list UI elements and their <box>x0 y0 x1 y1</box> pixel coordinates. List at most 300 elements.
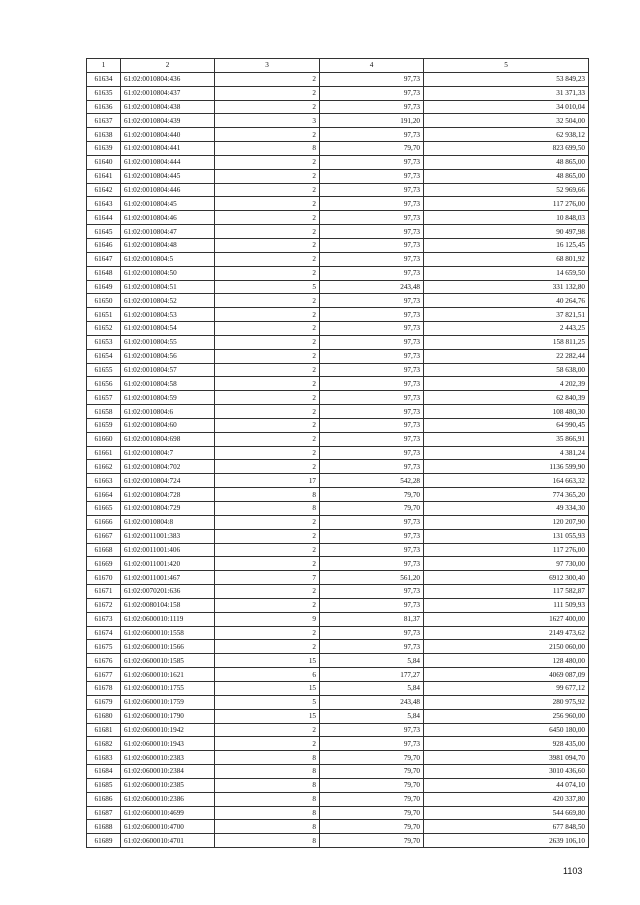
row-number-cell: 61651 <box>87 308 121 322</box>
table-row <box>87 488 589 502</box>
row-number-cell: 61662 <box>87 460 121 474</box>
area-cell: 97,73 <box>320 737 424 751</box>
row-number-cell: 61670 <box>87 571 121 585</box>
count-cell: 2 <box>215 391 320 405</box>
row-number-cell: 61666 <box>87 515 121 529</box>
area-cell: 243,48 <box>320 695 424 709</box>
table-row <box>87 128 589 142</box>
value-cell: 256 960,00 <box>424 709 589 723</box>
count-cell: 8 <box>215 502 320 516</box>
value-cell: 52 969,66 <box>424 183 589 197</box>
area-cell: 97,73 <box>320 128 424 142</box>
area-cell: 97,73 <box>320 515 424 529</box>
row-number-cell: 61642 <box>87 183 121 197</box>
table-row <box>87 612 589 626</box>
value-cell: 117 276,00 <box>424 543 589 557</box>
value-cell: 3981 094,70 <box>424 751 589 765</box>
table-row <box>87 502 589 516</box>
value-cell: 164 663,32 <box>424 474 589 488</box>
cadastral-number-cell: 61:02:0010804:446 <box>121 183 215 197</box>
cadastral-number-cell: 61:02:0011001:406 <box>121 543 215 557</box>
count-cell: 2 <box>215 211 320 225</box>
count-cell: 8 <box>215 142 320 156</box>
cadastral-number-cell: 61:02:0011001:420 <box>121 557 215 571</box>
value-cell: 22 282,44 <box>424 349 589 363</box>
count-cell: 2 <box>215 543 320 557</box>
table-row <box>87 626 589 640</box>
cadastral-number-cell: 61:02:0010804:439 <box>121 114 215 128</box>
area-cell: 97,73 <box>320 598 424 612</box>
value-cell: 48 865,00 <box>424 155 589 169</box>
cadastral-number-cell: 61:02:0080104:158 <box>121 598 215 612</box>
table-row <box>87 335 589 349</box>
area-cell: 79,70 <box>320 820 424 834</box>
value-cell: 158 811,25 <box>424 335 589 349</box>
value-cell: 32 504,00 <box>424 114 589 128</box>
table-row <box>87 820 589 834</box>
table-row <box>87 363 589 377</box>
cadastral-number-cell: 61:02:0600010:1943 <box>121 737 215 751</box>
row-number-cell: 61644 <box>87 211 121 225</box>
cadastral-number-cell: 61:02:0070201:636 <box>121 585 215 599</box>
count-cell: 2 <box>215 294 320 308</box>
table-row <box>87 557 589 571</box>
value-cell: 128 480,00 <box>424 654 589 668</box>
row-number-cell: 61649 <box>87 280 121 294</box>
row-number-cell: 61656 <box>87 377 121 391</box>
count-cell: 6 <box>215 668 320 682</box>
area-cell: 97,73 <box>320 238 424 252</box>
cadastral-number-cell: 61:02:0600010:2385 <box>121 778 215 792</box>
area-cell: 97,73 <box>320 432 424 446</box>
area-cell: 97,73 <box>320 183 424 197</box>
area-cell: 97,73 <box>320 460 424 474</box>
row-number-cell: 61688 <box>87 820 121 834</box>
count-cell: 2 <box>215 363 320 377</box>
area-cell: 97,73 <box>320 349 424 363</box>
area-cell: 97,73 <box>320 626 424 640</box>
table-row <box>87 308 589 322</box>
value-cell: 10 848,03 <box>424 211 589 225</box>
value-cell: 99 677,12 <box>424 681 589 695</box>
count-cell: 2 <box>215 155 320 169</box>
count-cell: 2 <box>215 183 320 197</box>
count-cell: 8 <box>215 765 320 779</box>
row-number-cell: 61687 <box>87 806 121 820</box>
area-cell: 79,70 <box>320 751 424 765</box>
column-header-3: 3 <box>215 59 320 73</box>
table-body <box>87 72 589 847</box>
area-cell: 79,70 <box>320 488 424 502</box>
cadastral-number-cell: 61:02:0010804:6 <box>121 405 215 419</box>
row-number-cell: 61673 <box>87 612 121 626</box>
value-cell: 823 699,50 <box>424 142 589 156</box>
cadastral-number-cell: 61:02:0011001:467 <box>121 571 215 585</box>
count-cell: 2 <box>215 377 320 391</box>
row-number-cell: 61672 <box>87 598 121 612</box>
count-cell: 2 <box>215 86 320 100</box>
value-cell: 97 730,00 <box>424 557 589 571</box>
cadastral-number-cell: 61:02:0010804:438 <box>121 100 215 114</box>
count-cell: 8 <box>215 792 320 806</box>
area-cell: 97,73 <box>320 294 424 308</box>
count-cell: 2 <box>215 72 320 86</box>
row-number-cell: 61646 <box>87 238 121 252</box>
cadastral-number-cell: 61:02:0010804:60 <box>121 418 215 432</box>
value-cell: 331 132,80 <box>424 280 589 294</box>
table-row <box>87 681 589 695</box>
row-number-cell: 61661 <box>87 446 121 460</box>
table-row <box>87 806 589 820</box>
row-number-cell: 61635 <box>87 86 121 100</box>
value-cell: 544 669,80 <box>424 806 589 820</box>
row-number-cell: 61679 <box>87 695 121 709</box>
table-row <box>87 197 589 211</box>
count-cell: 9 <box>215 612 320 626</box>
table-row <box>87 543 589 557</box>
value-cell: 117 582,87 <box>424 585 589 599</box>
table-row <box>87 640 589 654</box>
cadastral-number-cell: 61:02:0010804:54 <box>121 322 215 336</box>
value-cell: 68 801,92 <box>424 252 589 266</box>
cadastral-number-cell: 61:02:0010804:48 <box>121 238 215 252</box>
count-cell: 2 <box>215 128 320 142</box>
area-cell: 97,73 <box>320 266 424 280</box>
row-number-cell: 61671 <box>87 585 121 599</box>
table-row <box>87 571 589 585</box>
table-row <box>87 294 589 308</box>
value-cell: 131 055,93 <box>424 529 589 543</box>
table-row <box>87 225 589 239</box>
row-number-cell: 61659 <box>87 418 121 432</box>
cadastral-number-cell: 61:02:0010804:46 <box>121 211 215 225</box>
area-cell: 5,84 <box>320 654 424 668</box>
count-cell: 8 <box>215 806 320 820</box>
table-row <box>87 529 589 543</box>
area-cell: 97,73 <box>320 308 424 322</box>
count-cell: 15 <box>215 681 320 695</box>
table-row <box>87 751 589 765</box>
area-cell: 79,70 <box>320 792 424 806</box>
value-cell: 40 264,76 <box>424 294 589 308</box>
area-cell: 97,73 <box>320 225 424 239</box>
count-cell: 8 <box>215 751 320 765</box>
count-cell: 8 <box>215 820 320 834</box>
cadastral-number-cell: 61:02:0010804:729 <box>121 502 215 516</box>
area-cell: 79,70 <box>320 806 424 820</box>
row-number-cell: 61660 <box>87 432 121 446</box>
row-number-cell: 61689 <box>87 834 121 848</box>
value-cell: 2149 473,62 <box>424 626 589 640</box>
table-row <box>87 460 589 474</box>
area-cell: 5,84 <box>320 681 424 695</box>
row-number-cell: 61638 <box>87 128 121 142</box>
count-cell: 2 <box>215 225 320 239</box>
table-row <box>87 598 589 612</box>
area-cell: 97,73 <box>320 363 424 377</box>
row-number-cell: 61665 <box>87 502 121 516</box>
value-cell: 1627 400,00 <box>424 612 589 626</box>
cadastral-number-cell: 61:02:0010804:8 <box>121 515 215 529</box>
area-cell: 97,73 <box>320 86 424 100</box>
column-header-1: 1 <box>87 59 121 73</box>
table-row <box>87 737 589 751</box>
count-cell: 15 <box>215 709 320 723</box>
row-number-cell: 61684 <box>87 765 121 779</box>
value-cell: 90 497,98 <box>424 225 589 239</box>
area-cell: 97,73 <box>320 211 424 225</box>
table-row <box>87 668 589 682</box>
cadastral-number-cell: 61:02:0010804:55 <box>121 335 215 349</box>
cadastral-number-cell: 61:02:0600010:2383 <box>121 751 215 765</box>
value-cell: 111 509,93 <box>424 598 589 612</box>
cadastral-number-cell: 61:02:0010804:57 <box>121 363 215 377</box>
count-cell: 2 <box>215 335 320 349</box>
count-cell: 2 <box>215 460 320 474</box>
row-number-cell: 61643 <box>87 197 121 211</box>
cadastral-number-cell: 61:02:0010804:698 <box>121 432 215 446</box>
cadastral-number-cell: 61:02:0010804:445 <box>121 169 215 183</box>
count-cell: 2 <box>215 432 320 446</box>
area-cell: 79,70 <box>320 765 424 779</box>
row-number-cell: 61663 <box>87 474 121 488</box>
cadastral-number-cell: 61:02:0010804:58 <box>121 377 215 391</box>
value-cell: 4069 087,09 <box>424 668 589 682</box>
count-cell: 2 <box>215 405 320 419</box>
cadastral-number-cell: 61:02:0010804:444 <box>121 155 215 169</box>
header-row <box>87 59 589 73</box>
value-cell: 16 125,45 <box>424 238 589 252</box>
count-cell: 8 <box>215 778 320 792</box>
cadastral-number-cell: 61:02:0010804:56 <box>121 349 215 363</box>
row-number-cell: 61682 <box>87 737 121 751</box>
value-cell: 58 638,00 <box>424 363 589 377</box>
area-cell: 97,73 <box>320 197 424 211</box>
value-cell: 108 480,30 <box>424 405 589 419</box>
table-row <box>87 778 589 792</box>
value-cell: 1136 599,90 <box>424 460 589 474</box>
area-cell: 97,73 <box>320 640 424 654</box>
area-cell: 97,73 <box>320 446 424 460</box>
table-row <box>87 474 589 488</box>
count-cell: 7 <box>215 571 320 585</box>
table-row <box>87 446 589 460</box>
area-cell: 561,20 <box>320 571 424 585</box>
cadastral-number-cell: 61:02:0600010:1942 <box>121 723 215 737</box>
value-cell: 34 010,04 <box>424 100 589 114</box>
count-cell: 2 <box>215 557 320 571</box>
area-cell: 97,73 <box>320 252 424 266</box>
row-number-cell: 61636 <box>87 100 121 114</box>
table-row <box>87 86 589 100</box>
count-cell: 2 <box>215 585 320 599</box>
cadastral-number-cell: 61:02:0011001:383 <box>121 529 215 543</box>
area-cell: 97,73 <box>320 169 424 183</box>
value-cell: 774 365,20 <box>424 488 589 502</box>
count-cell: 2 <box>215 252 320 266</box>
table-row <box>87 100 589 114</box>
value-cell: 2 443,25 <box>424 322 589 336</box>
table-row <box>87 391 589 405</box>
row-number-cell: 61676 <box>87 654 121 668</box>
count-cell: 8 <box>215 488 320 502</box>
count-cell: 2 <box>215 529 320 543</box>
value-cell: 14 659,50 <box>424 266 589 280</box>
cadastral-number-cell: 61:02:0010804:437 <box>121 86 215 100</box>
cadastral-number-cell: 61:02:0010804:436 <box>121 72 215 86</box>
row-number-cell: 61657 <box>87 391 121 405</box>
cadastral-number-cell: 61:02:0600010:1755 <box>121 681 215 695</box>
cadastral-number-cell: 61:02:0600010:1790 <box>121 709 215 723</box>
table-row <box>87 432 589 446</box>
count-cell: 2 <box>215 598 320 612</box>
value-cell: 31 371,33 <box>424 86 589 100</box>
area-cell: 79,70 <box>320 142 424 156</box>
cadastral-number-cell: 61:02:0010804:50 <box>121 266 215 280</box>
count-cell: 3 <box>215 114 320 128</box>
cadastral-number-cell: 61:02:0010804:5 <box>121 252 215 266</box>
cadastral-number-cell: 61:02:0010804:724 <box>121 474 215 488</box>
value-cell: 117 276,00 <box>424 197 589 211</box>
count-cell: 2 <box>215 640 320 654</box>
table-row <box>87 280 589 294</box>
count-cell: 5 <box>215 280 320 294</box>
table-row <box>87 377 589 391</box>
value-cell: 35 866,91 <box>424 432 589 446</box>
value-cell: 62 840,39 <box>424 391 589 405</box>
count-cell: 2 <box>215 238 320 252</box>
table-row <box>87 169 589 183</box>
table-row <box>87 266 589 280</box>
value-cell: 49 334,30 <box>424 502 589 516</box>
table-row <box>87 405 589 419</box>
cadastral-number-cell: 61:02:0600010:4700 <box>121 820 215 834</box>
table-row <box>87 322 589 336</box>
table-row <box>87 654 589 668</box>
cadastral-number-cell: 61:02:0010804:702 <box>121 460 215 474</box>
cadastral-number-cell: 61:02:0600010:4699 <box>121 806 215 820</box>
row-number-cell: 61653 <box>87 335 121 349</box>
cadastral-number-cell: 61:02:0600010:2384 <box>121 765 215 779</box>
row-number-cell: 61639 <box>87 142 121 156</box>
table-row <box>87 72 589 86</box>
area-cell: 97,73 <box>320 543 424 557</box>
row-number-cell: 61637 <box>87 114 121 128</box>
cadastral-number-cell: 61:02:0010804:45 <box>121 197 215 211</box>
cadastral-number-cell: 61:02:0600010:1558 <box>121 626 215 640</box>
row-number-cell: 61640 <box>87 155 121 169</box>
value-cell: 64 990,45 <box>424 418 589 432</box>
page-number: 1103 <box>563 866 583 876</box>
count-cell: 2 <box>215 169 320 183</box>
row-number-cell: 61647 <box>87 252 121 266</box>
cadastral-number-cell: 61:02:0010804:52 <box>121 294 215 308</box>
row-number-cell: 61681 <box>87 723 121 737</box>
cadastral-number-cell: 61:02:0010804:7 <box>121 446 215 460</box>
count-cell: 2 <box>215 322 320 336</box>
area-cell: 177,27 <box>320 668 424 682</box>
table-row <box>87 183 589 197</box>
row-number-cell: 61655 <box>87 363 121 377</box>
cadastral-number-cell: 61:02:0600010:1566 <box>121 640 215 654</box>
count-cell: 2 <box>215 418 320 432</box>
table-row <box>87 211 589 225</box>
row-number-cell: 61683 <box>87 751 121 765</box>
value-cell: 4 202,39 <box>424 377 589 391</box>
value-cell: 280 975,92 <box>424 695 589 709</box>
area-cell: 97,73 <box>320 723 424 737</box>
cadastral-number-cell: 61:02:0010804:441 <box>121 142 215 156</box>
area-cell: 79,70 <box>320 834 424 848</box>
row-number-cell: 61650 <box>87 294 121 308</box>
value-cell: 62 938,12 <box>424 128 589 142</box>
value-cell: 6450 180,00 <box>424 723 589 737</box>
row-number-cell: 61678 <box>87 681 121 695</box>
value-cell: 120 207,90 <box>424 515 589 529</box>
cadastral-number-cell: 61:02:0600010:1621 <box>121 668 215 682</box>
row-number-cell: 61648 <box>87 266 121 280</box>
row-number-cell: 61664 <box>87 488 121 502</box>
table-row <box>87 695 589 709</box>
count-cell: 2 <box>215 446 320 460</box>
area-cell: 79,70 <box>320 778 424 792</box>
column-header-2: 2 <box>121 59 215 73</box>
cadastral-number-cell: 61:02:0600010:1759 <box>121 695 215 709</box>
table-row <box>87 114 589 128</box>
row-number-cell: 61654 <box>87 349 121 363</box>
cadastral-number-cell: 61:02:0600010:4701 <box>121 834 215 848</box>
count-cell: 2 <box>215 737 320 751</box>
row-number-cell: 61658 <box>87 405 121 419</box>
table-row <box>87 142 589 156</box>
value-cell: 2150 060,00 <box>424 640 589 654</box>
row-number-cell: 61686 <box>87 792 121 806</box>
count-cell: 2 <box>215 626 320 640</box>
column-header-5: 5 <box>424 59 589 73</box>
value-cell: 928 435,00 <box>424 737 589 751</box>
area-cell: 97,73 <box>320 72 424 86</box>
value-cell: 37 821,51 <box>424 308 589 322</box>
table-row <box>87 238 589 252</box>
cadastral-number-cell: 61:02:0010804:53 <box>121 308 215 322</box>
row-number-cell: 61675 <box>87 640 121 654</box>
row-number-cell: 61634 <box>87 72 121 86</box>
value-cell: 48 865,00 <box>424 169 589 183</box>
value-cell: 4 381,24 <box>424 446 589 460</box>
area-cell: 97,73 <box>320 405 424 419</box>
count-cell: 17 <box>215 474 320 488</box>
area-cell: 97,73 <box>320 557 424 571</box>
count-cell: 2 <box>215 100 320 114</box>
cadastral-number-cell: 61:02:0600010:2386 <box>121 792 215 806</box>
area-cell: 97,73 <box>320 335 424 349</box>
table-row <box>87 723 589 737</box>
cadastral-value-table <box>86 58 589 848</box>
count-cell: 8 <box>215 834 320 848</box>
value-cell: 53 849,23 <box>424 72 589 86</box>
value-cell: 6912 300,40 <box>424 571 589 585</box>
count-cell: 5 <box>215 695 320 709</box>
cadastral-number-cell: 61:02:0600010:1119 <box>121 612 215 626</box>
row-number-cell: 61667 <box>87 529 121 543</box>
area-cell: 243,48 <box>320 280 424 294</box>
cadastral-number-cell: 61:02:0010804:47 <box>121 225 215 239</box>
table-row <box>87 155 589 169</box>
count-cell: 2 <box>215 308 320 322</box>
cadastral-number-cell: 61:02:0010804:51 <box>121 280 215 294</box>
cadastral-number-cell: 61:02:0010804:440 <box>121 128 215 142</box>
count-cell: 15 <box>215 654 320 668</box>
